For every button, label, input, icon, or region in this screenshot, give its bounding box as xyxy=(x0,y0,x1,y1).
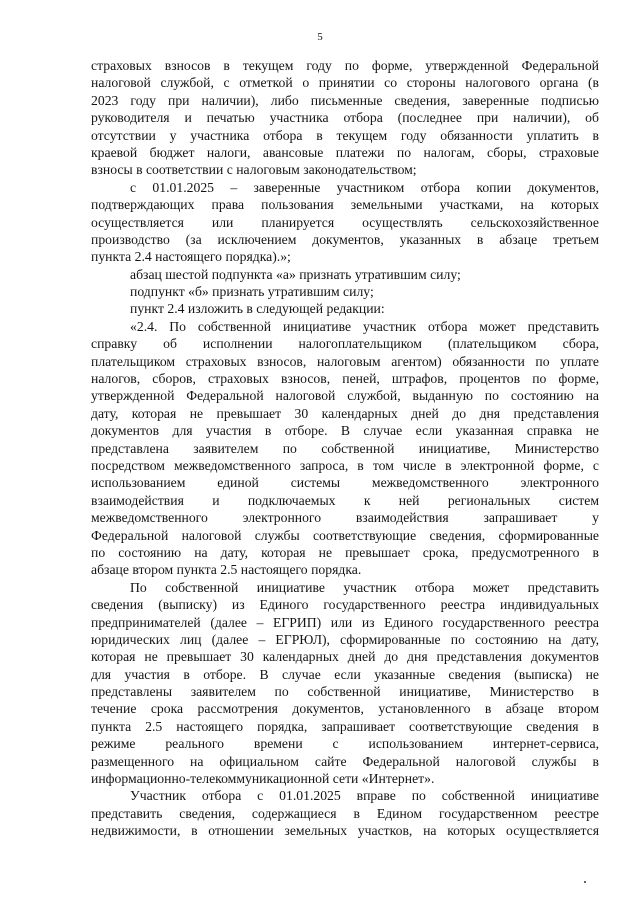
text-line: представлены заявителем по собственной инициативе, Министерство в xyxy=(91,684,599,700)
text-line: представлена заявителем по собственной инициативе, Министерство xyxy=(91,440,599,456)
text-line: взносы в соответствии с налоговым законодательством; xyxy=(91,162,417,178)
text-line: межведомственного электронного взаимодействия запрашивает у xyxy=(91,510,599,526)
text-line: размещенного на официальном сайте Федеральной налоговой службы в xyxy=(91,753,599,769)
text-line: недвижимости, в отношении земельных участков, на которых осуществляется xyxy=(91,823,599,839)
text-line: которая не превышает 30 календарных дней до дня представления документов xyxy=(91,649,599,665)
text-line: по состоянию на дату, которая не превышает срока, предусмотренного в xyxy=(91,544,599,560)
scan-speck xyxy=(584,881,586,883)
text-line: отсутствии у участника отбора в текущем году обязанности уплатить в xyxy=(91,127,599,143)
text-line: справку об исполнении налогоплательщиком (плательщиком сбора, xyxy=(91,336,599,352)
text-line: использованием единой системы межведомственного электронного xyxy=(91,475,599,491)
text-line: налоговой службой, с отметкой о принятии со стороны налогового органа (в xyxy=(91,75,599,91)
text-line: течение срока рассмотрения документов, установленного в абзаце втором xyxy=(91,701,599,717)
text-line: утвержденной Федеральной налоговой службой, выданную по состоянию на xyxy=(91,388,599,404)
text-line: взаимодействия и подключаемых к ней региональных систем xyxy=(91,492,599,508)
text-line: производство (за исключением документов, указанных в абзаце третьем xyxy=(91,231,599,247)
text-line: страховых взносов в текущем году по форме, утвержденной Федеральной xyxy=(91,58,599,73)
text-line: абзаце втором пункта 2.5 настоящего порядка. xyxy=(91,562,362,578)
text-line: Участник отбора с 01.01.2025 вправе по собственной инициативе xyxy=(130,788,599,804)
text-line: плательщиком страховых взносов, налоговым агентом) обязанности по уплате xyxy=(91,353,599,369)
text-line: с 01.01.2025 – заверенные участником отбора копии документов, xyxy=(130,179,599,195)
text-line: предпринимателей (далее – ЕГРИП) или из Единого государственного реестра xyxy=(91,614,599,630)
text-line: информационно-телекоммуникационной сети «Интернет». xyxy=(91,771,435,787)
text-line: сведения (выписку) из Единого государственного реестра индивидуальных xyxy=(91,597,599,613)
text-line: для участия в отборе. В случае если указанные сведения (выписка) не xyxy=(91,666,599,682)
text-line: представить сведения, содержащиеся в Едином государственном реестре xyxy=(91,805,599,821)
page-number: 5 xyxy=(317,31,323,43)
text-line: подтверждающих права пользования земельными участками, на которых xyxy=(91,197,599,213)
text-line: 2023 году при наличии), либо письменные сведения, заверенные подписью xyxy=(91,92,599,108)
document-body xyxy=(91,57,599,840)
text-line: пункта 2.5 настоящего порядка, запрашивает соответствующие сведения в xyxy=(91,718,599,734)
text-line: пункт 2.4 изложить в следующей редакции: xyxy=(130,301,385,317)
text-line: руководителя и печатью участника отбора (последнее при наличии), об xyxy=(91,110,599,126)
text-line: абзац шестой подпункта «а» признать утратившим силу; xyxy=(130,266,461,282)
text-line: налогов, сборов, страховых взносов, пеней, штрафов, процентов по форме, xyxy=(91,371,599,387)
text-line: «2.4. По собственной инициативе участник отбора может представить xyxy=(130,318,599,334)
text-line: подпункт «б» признать утратившим силу; xyxy=(130,284,374,300)
text-line: посредством межведомственного запроса, в том числе в электронной форме, с xyxy=(91,457,599,473)
text-line: пункта 2.4 настоящего порядка).»; xyxy=(91,249,291,265)
text-line: юридических лиц (далее – ЕГРЮЛ), сформированные по состоянию на дату, xyxy=(91,631,599,647)
text-line: режиме реального времени с использованием интернет-сервиса, xyxy=(91,736,599,752)
text-line: Федеральной налоговой службы соответствующие сведения, сформированные xyxy=(91,527,599,543)
text-line: осуществляется или планируется осуществлять сельскохозяйственное xyxy=(91,214,599,230)
text-line: документов для участия в отборе. В случае если указанная справка не xyxy=(91,423,599,439)
text-line: краевой бюджет налоги, авансовые платежи по налогам, сборы, страховые xyxy=(91,144,599,160)
text-line: дату, которая не превышает 30 календарных дней до дня представления xyxy=(91,405,599,421)
text-line: По собственной инициативе участник отбора может представить xyxy=(130,579,599,595)
